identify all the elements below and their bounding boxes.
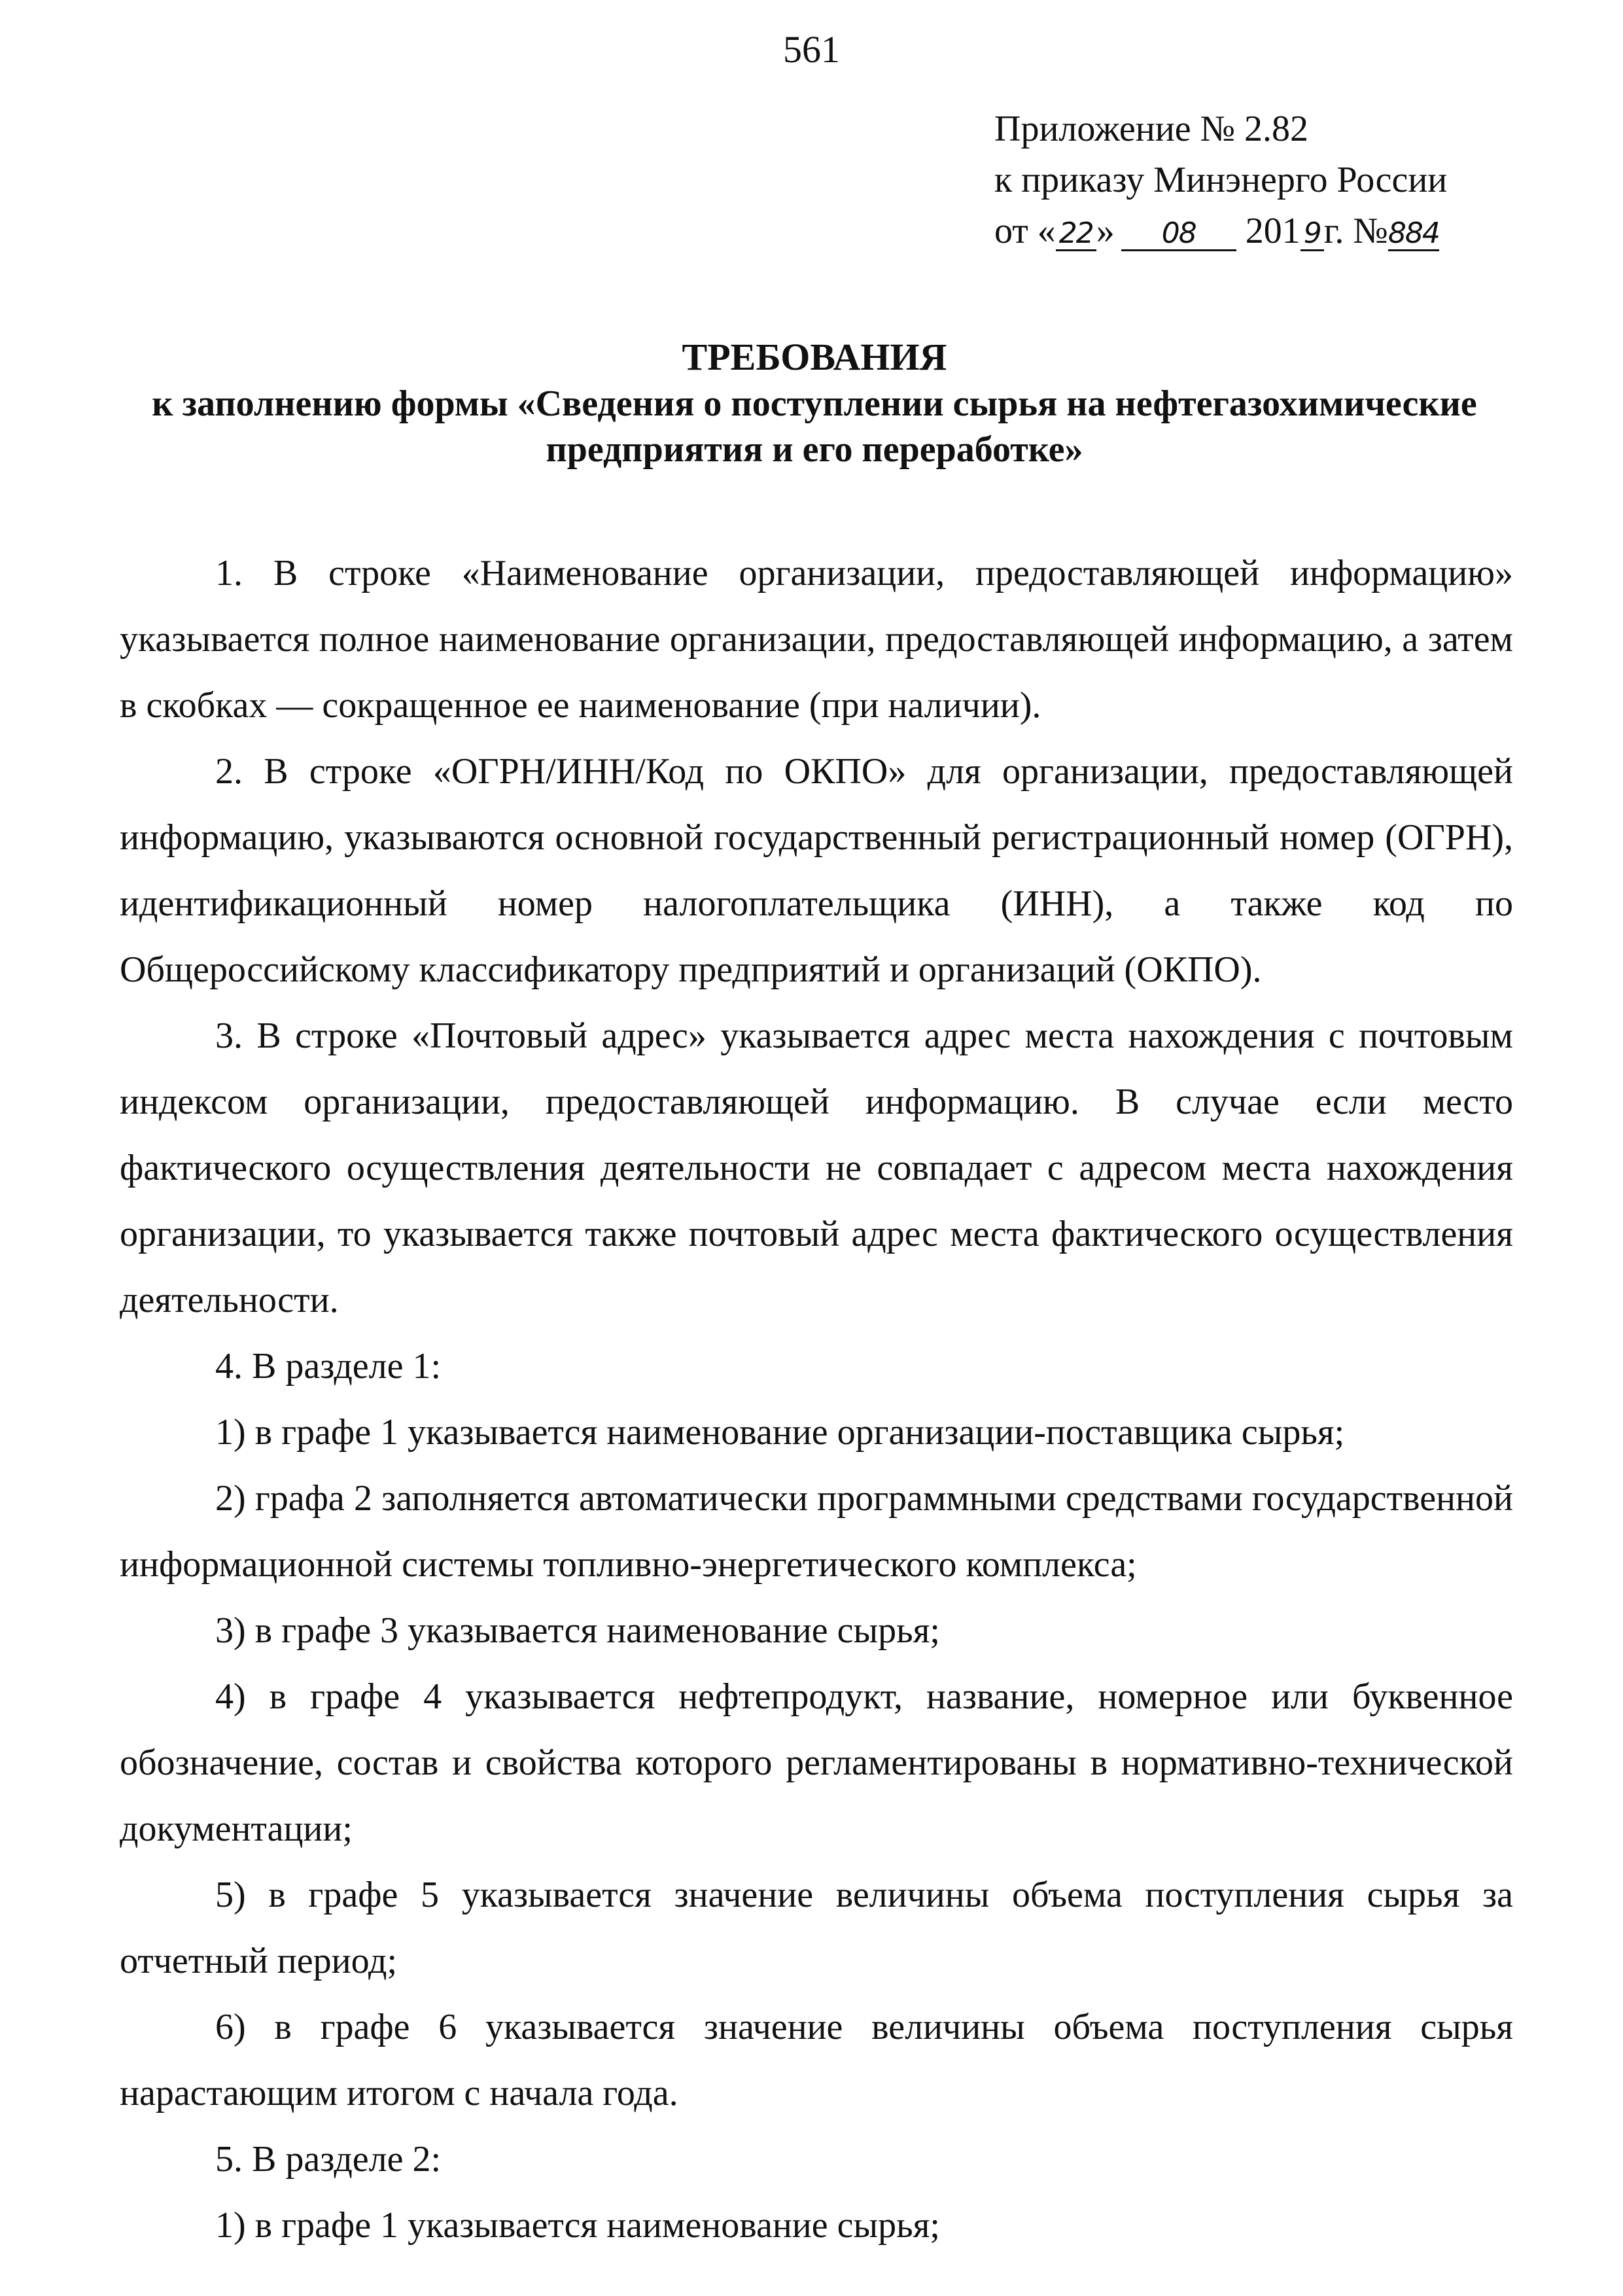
section-1-item-5: 5) в графе 5 указывается значение величины объема поступления сырья за отчетный период;	[120, 1875, 1513, 1981]
section-1-item-6: 6) в графе 6 указывается значение величины объема поступления сырья нарастающим итогом с начала года.	[120, 2007, 1513, 2113]
appendix-order-reference: к приказу Минэнерго России	[994, 160, 1448, 200]
year-suffix: г. №	[1323, 211, 1388, 251]
document-title: ТРЕБОВАНИЯ	[682, 336, 947, 378]
date-prefix: от «	[994, 211, 1056, 251]
appendix-number: Приложение № 2.82	[994, 109, 1308, 149]
handwritten-month: 08	[1121, 218, 1236, 251]
document-subtitle-line-2: предприятия и его переработке»	[546, 429, 1083, 470]
year-prefix: 201	[1245, 211, 1300, 251]
section-1-item-3: 3) в графе 3 указывается наименование сырья;	[215, 1610, 940, 1651]
section-2-item-1: 1) в графе 1 указывается наименование сырья;	[215, 2205, 940, 2246]
appendix-date-line	[994, 205, 1537, 256]
appendix-block	[994, 103, 1537, 256]
handwritten-day: 22	[1056, 218, 1096, 251]
section-1-item-2: 2) графа 2 заполняется автоматически программными средствами государственной информационной системы топливно-энергетического комплекса;	[120, 1478, 1513, 1585]
paragraph-1: 1. В строке «Наименование организации, предоставляющей информацию» указывается полное наименование организации, предоставляющей информацию, а затем в скобках — сокращенное ее наименование (при наличии).	[120, 553, 1513, 726]
document-body	[120, 540, 1513, 2259]
document-subtitle-line-1: к заполнению формы «Сведения о поступлении сырья на нефтегазохимические	[152, 383, 1477, 424]
page-number: 561	[783, 28, 840, 71]
date-mid: »	[1096, 211, 1115, 251]
document-heading	[111, 334, 1518, 472]
paragraph-2: 2. В строке «ОГРН/ИНН/Код по ОКПО» для организации, предоставляющей информацию, указываются основной государственный регистрационный номер (ОГРН), идентификационный номер налогоплательщика (ИНН), а также код по Общероссийскому классификатору предприятий и организаций (ОКПО).	[120, 751, 1513, 990]
paragraph-4-section-1: 4. В разделе 1:	[215, 1346, 442, 1386]
section-1-item-1: 1) в графе 1 указывается наименование организации-поставщика сырья;	[215, 1412, 1345, 1453]
paragraph-3: 3. В строке «Почтовый адрес» указывается адрес места нахождения с почтовым индексом организации, предоставляющей информацию. В случае если место фактического осуществления деятельности не совпадает с адресом места нахождения организации, то указывается также почтовый адрес места фактического осуществления деятельности.	[120, 1016, 1513, 1320]
handwritten-order-number: 884	[1387, 217, 1439, 250]
handwritten-year-digit: 9	[1300, 218, 1324, 251]
paragraph-5-section-2: 5. В разделе 2:	[215, 2139, 442, 2180]
section-1-item-4: 4) в графе 4 указывается нефтепродукт, название, номерное или буквенное обозначение, состав и свойства которого регламентированы в нормативно-технической документации;	[120, 1676, 1513, 1849]
